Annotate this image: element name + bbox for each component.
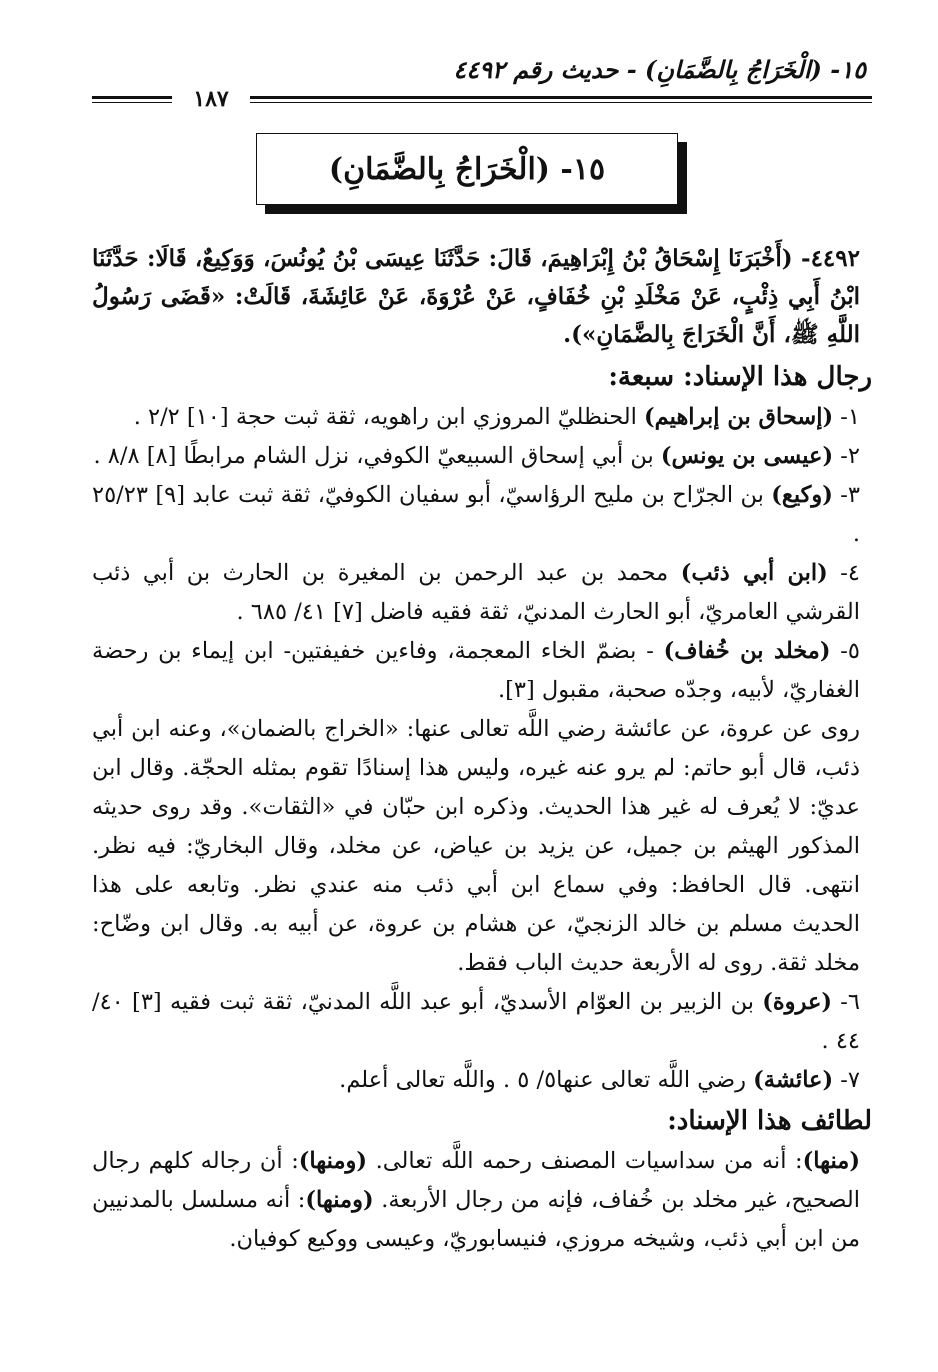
narrator-item: ٤- (ابن أبي ذئب) محمد بن عبد الرحمن بن المغيرة بن الحارث بن أبي ذئب القرشي العامريّ، أبو الحارث المدنيّ، ثقة فقيه فاضل [٧] ٤١/ ٦٨٥ . [92, 560, 860, 625]
lataif-paragraph: (منها): أنه من سداسيات المصنف رحمه اللَّه تعالى. (ومنها): أن رجاله كلهم رجال الصحيح، غير مخلد بن خُفاف، فإنه من رجال الأربعة. (ومنها): أنه مسلسل بالمدنيين من ابن أبي ذئب، وشيخه مروزي، فنيسابوريّ، وعيسى ووكيع كوفيان. [92, 1148, 860, 1252]
running-title: ١٥- (الْخَرَاجُ بِالضَّمَانِ) - حديث رقم ٤٤٩٢ [453, 55, 866, 84]
narrator-name: (عروة) [762, 989, 833, 1015]
header-rule-right [250, 96, 872, 103]
narrators-heading: رجال هذا الإسناد: سبعة: [608, 362, 872, 392]
narrator-name: (عيسى بن يونس) [660, 443, 834, 469]
narrator-item: ٦- (عروة) بن الزبير بن العوّام الأسديّ، أبو عبد اللَّه المدنيّ، ثقة ثبت فقيه [٣] ٤٠/ ٤٤ . [92, 989, 861, 1054]
narrator-item: ٧- (عائشة) رضي اللَّه تعالى عنها٥/ ٥ . واللَّه تعالى أعلم. [339, 1067, 860, 1093]
chapter-title: ١٥- (الْخَرَاجُ بِالضَّمَانِ) [328, 151, 606, 187]
narrator-item: ١- (إسحاق بن إبراهيم) الحنظليّ المروزي ابن راهويه، ثقة ثبت حجة [١٠] ٢/٢ . [133, 404, 860, 430]
narrator-name: (مخلد بن خُفاف) [663, 638, 831, 664]
main-text [92, 240, 872, 1259]
narrator-name: (عائشة) [753, 1067, 834, 1093]
narrator-item: ٢- (عيسى بن يونس) بن أبي إسحاق السبيعيّ الكوفي، نزل الشام مرابطًا [٨] ٨/٨ . [93, 443, 860, 469]
narrator-item: ٥- (مخلد بن خُفاف) - بضمّ الخاء المعجمة، وفاءين خفيفتين- ابن إيماء بن رحضة الغفاريّ، لأبيه، وجدّه صحبة، مقبول [٣]. [92, 638, 860, 703]
narrator-name: (إسحاق بن إبراهيم) [644, 404, 834, 430]
narrator-name: (وكيع) [771, 482, 833, 508]
narrator-item: ٣- (وكيع) بن الجرّاح بن مليح الرؤاسيّ، أبو سفيان الكوفيّ، ثقة ثبت عابد [٩] ٢٥/٢٣ . [92, 482, 860, 547]
narrator-note: روى عن عروة، عن عائشة رضي اللَّه تعالى عنها: «الخراج بالضمان»، وعنه ابن أبي ذئب، قال أبو حاتم: لم يرو عنه غيره، وليس هذا إسنادًا تقوم بمثله الحجّة. وقال ابن عديّ: لا يُعرف له غير هذا الحديث. وذكره ابن حبّان في «الثقات». وقد روى حديثه المذكور الهيثم بن جميل، عن يزيد بن عياض، عن مخلد، وقال البخاريّ: فيه نظر. انتهى. قال الحافظ: وفي سماع ابن أبي ذئب منه عندي نظر. وتابعه على هذا الحديث مسلم بن خالد الزنجيّ، عن هشام بن عروة، عن أبيه به. وقال ابن وضّاح: مخلد ثقة. روى له الأربعة حديث الباب فقط. [92, 716, 860, 976]
lataif-heading: لطائف هذا الإسناد: [667, 1106, 872, 1136]
page-number: ١٨٧ [193, 86, 229, 112]
narrator-name: (ابن أبي ذئب) [680, 560, 828, 586]
chapter-title-box [256, 133, 678, 205]
header-rule-left [92, 96, 172, 103]
hadith-text: ٤٤٩٢- (أَخْبَرَنَا إِسْحَاقُ بْنُ إِبْرَاهِيمَ، قَالَ: حَدَّثَنَا عِيسَى بْنُ يُونُسَ، وَوَكِيعٌ، قَالَا: حَدَّثَنَا ابْنُ أَبِي ذِئْبٍ، عَنْ مَخْلَدِ بْنِ خُفَافٍ، عَنْ عُرْوَةَ، عَنْ عَائِشَةَ، قَالَتْ: «قَضَى رَسُولُ اللَّهِ ﷺ، أَنَّ الْخَرَاجَ بِالضَّمَانِ»). [92, 245, 860, 348]
